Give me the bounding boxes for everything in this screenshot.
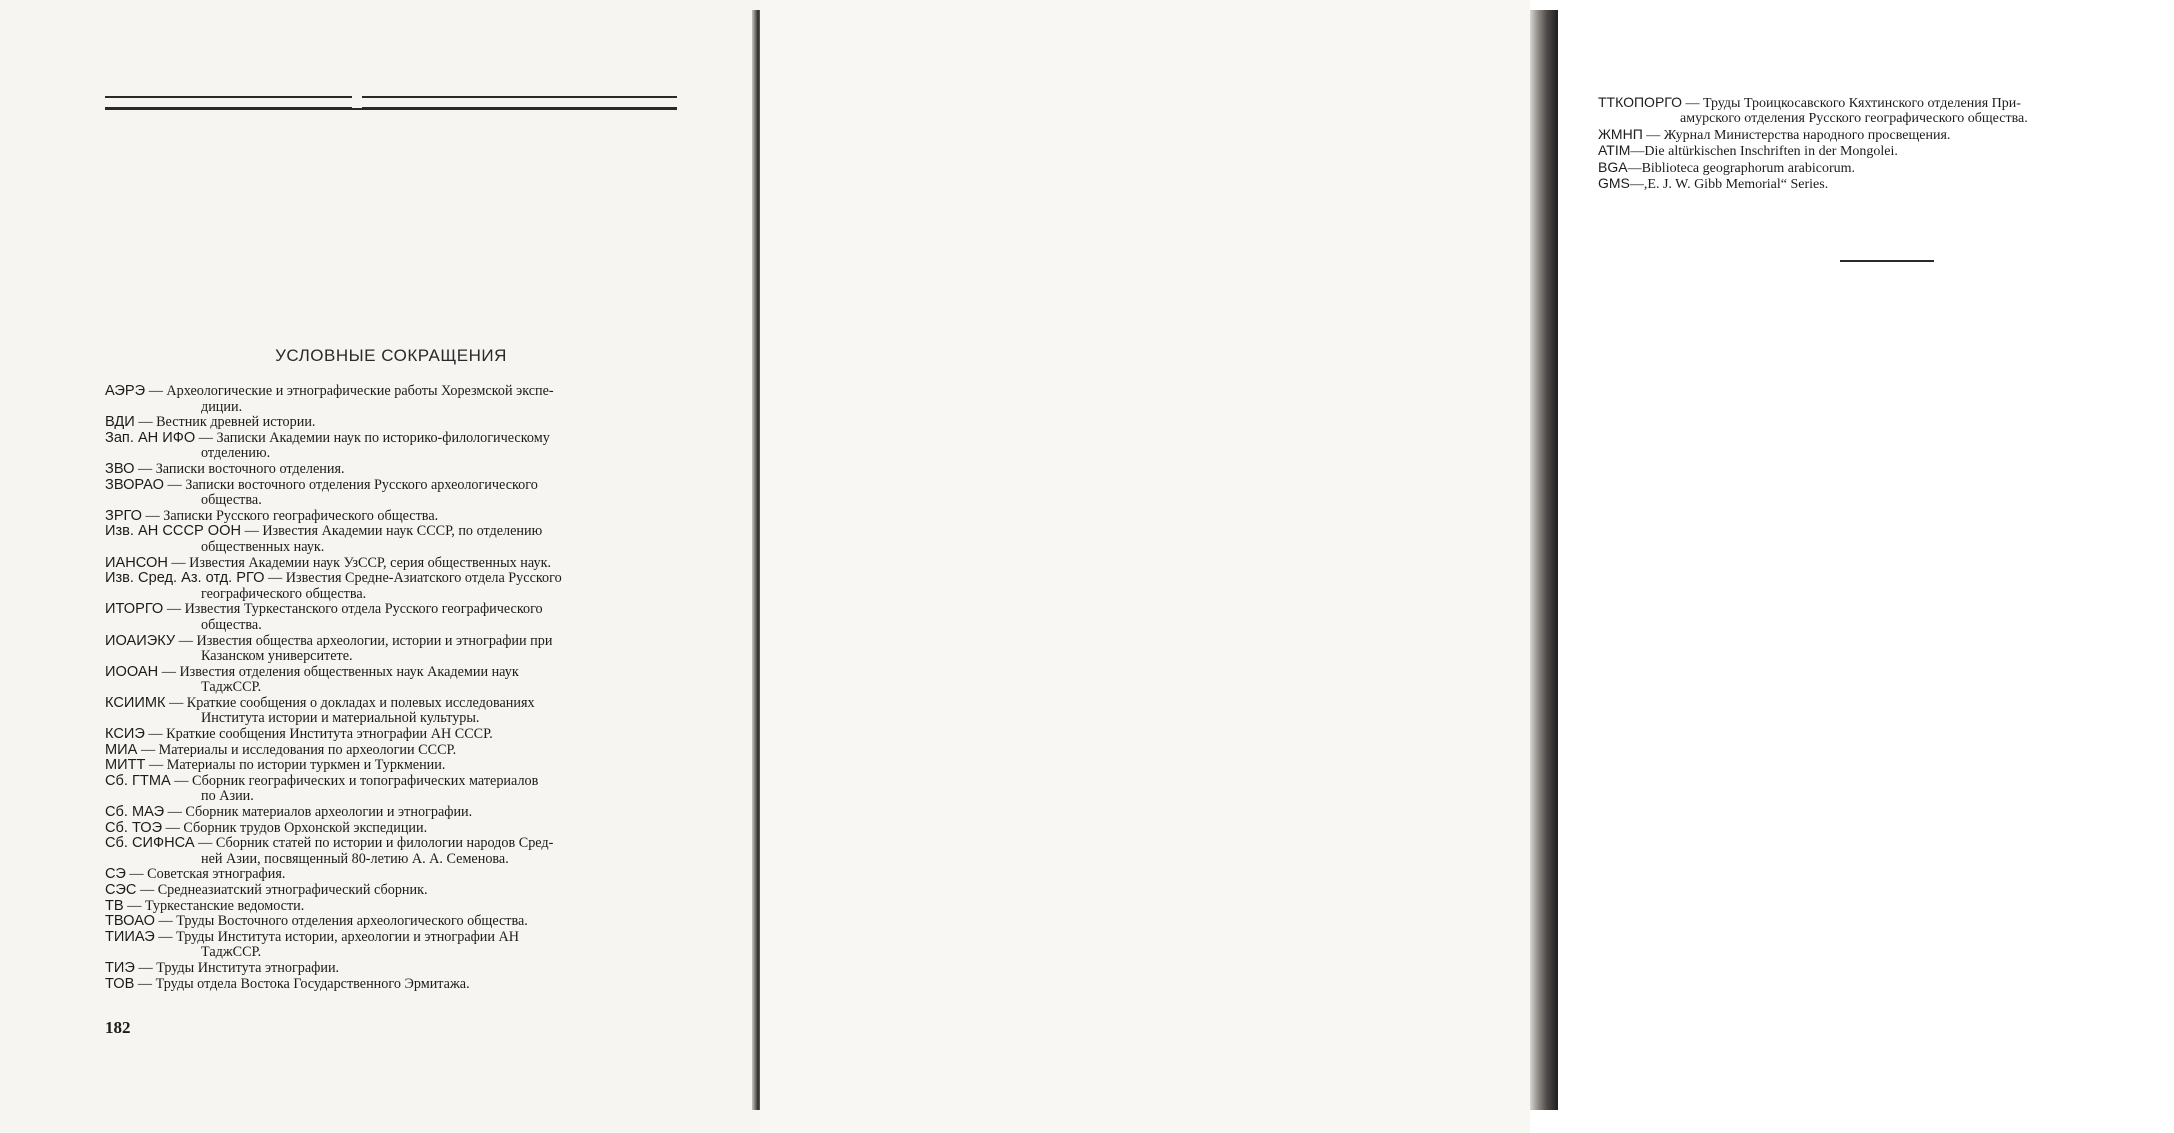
abbreviation-expansion-continued: по Азии. (201, 788, 254, 805)
abbreviation-term: Изв. Сред. Аз. отд. РГО (105, 570, 265, 587)
abbreviation-expansion: Материалы по истории туркмен и Туркмении. (166, 757, 446, 774)
abbreviation-expansion: Материалы и исследования по археологии СССР. (158, 741, 457, 758)
abbreviation-term: ВДИ (105, 414, 135, 431)
dash-separator: — (154, 928, 177, 945)
abbreviation-entry (105, 743, 677, 759)
abbreviation-expansion: Журнал Министерства народного просвещения. (1663, 127, 1951, 143)
abbreviation-term: GMS (1598, 175, 1630, 192)
page-number: 182 (105, 1018, 131, 1037)
dash-separator: — (162, 819, 184, 836)
abbreviation-term: Зап. АН ИФО (105, 429, 196, 446)
abbreviation-expansion: Записки Русского географического общества. (163, 507, 439, 524)
abbreviation-term: МИТТ (105, 757, 146, 774)
abbreviation-term: BGA (1598, 158, 1628, 175)
abbreviation-entry (105, 883, 677, 899)
abbreviation-expansion-continued: ней Азии, посвященный 80-летию А. А. Семенова. (201, 850, 509, 867)
book-edge-shadow (1530, 10, 1558, 1110)
right-page (760, 0, 2028, 1133)
abbreviation-term: ATIM (1598, 142, 1631, 159)
abbreviation-term: МИА (105, 741, 138, 758)
abbreviation-expansion: Записки Академии наук по историко-филологическому (216, 429, 550, 446)
abbreviation-entry (105, 867, 677, 883)
abbreviation-expansion: Сборник статей по истории и филологии народов Сред- (215, 835, 554, 852)
abbreviation-entry (105, 836, 677, 867)
abbreviation-expansion: Сборник географических и топографических материалов (192, 772, 539, 789)
abbreviation-expansion-continued: Казанском университете. (201, 648, 353, 665)
header-double-rule (105, 96, 677, 110)
abbreviation-entry (1598, 160, 2174, 176)
left-page (0, 0, 760, 1133)
dash-separator: — (125, 866, 148, 883)
abbreviation-expansion-continued: ТаджССР. (201, 944, 262, 961)
abbreviation-expansion: Советская этнография. (147, 866, 286, 883)
abbreviation-expansion-continued: ТаджССР. (201, 679, 262, 696)
abbreviation-term: ИОАИЭКУ (105, 632, 176, 649)
dash-separator: — (195, 429, 217, 446)
dash-separator: — (158, 663, 180, 680)
abbreviation-term: КСИЭ (105, 726, 145, 743)
dash-separator: — (164, 804, 186, 821)
abbreviation-expansion: Известия Туркестанского отдела Русского географического (184, 601, 543, 618)
abbreviation-entry (105, 478, 677, 509)
abbreviation-term: ТТКОПОРГО (1598, 94, 1682, 110)
abbreviation-expansion-continued: диции. (201, 398, 243, 415)
abbreviation-entry (105, 571, 677, 602)
abbreviation-entry (105, 899, 677, 915)
abbreviation-entry (105, 665, 677, 696)
abbreviation-entry (1598, 176, 2174, 192)
abbreviation-expansion: Труды Института этнографии. (156, 959, 340, 976)
abbreviation-expansion: Сборник трудов Орхонской экспедиции. (183, 819, 428, 836)
dash-separator: — (1630, 144, 1645, 160)
abbreviation-expansion: Сборник материалов археологии и этнографии. (185, 804, 473, 821)
dash-separator: — (134, 959, 157, 976)
abbreviation-expansion: Краткие сообщения о докладах и полевых исследованиях (186, 694, 535, 711)
abbreviation-entry (1598, 95, 2174, 127)
abbreviation-expansion: Вестник древней истории. (156, 414, 316, 431)
abbreviation-term: ТВ (105, 897, 124, 914)
abbreviation-expansion: Известия Академии наук УзССР, серия общественных наук. (189, 554, 552, 571)
dash-separator: — (264, 570, 286, 587)
abbreviation-term: ЖМНП (1598, 125, 1643, 142)
dash-separator: — (145, 757, 167, 774)
dash-separator: — (1642, 127, 1664, 143)
abbreviation-expansion-continued: общества. (201, 492, 262, 509)
abbreviation-term: Сб. МАЭ (105, 804, 165, 821)
dash-separator: — (144, 726, 167, 743)
abbreviation-expansion-continued: общества. (201, 616, 262, 633)
dash-separator: — (1627, 160, 1642, 176)
dash-separator: — (241, 523, 263, 540)
abbreviation-term: Сб. ТОЭ (105, 819, 163, 836)
abbreviation-expansion: Известия Средне-Азиатского отдела Русского (285, 570, 562, 587)
abbreviation-expansion: ,E. J. W. Gibb Memorial“ Series. (1643, 177, 1829, 193)
abbreviation-term: АЭРЭ (105, 383, 146, 399)
header-rule-gap (352, 94, 362, 108)
abbreviation-term: ЗВО (105, 460, 135, 477)
dash-separator: — (123, 897, 145, 914)
abbreviation-term: ТИИАЭ (105, 928, 155, 945)
abbreviation-entry (105, 634, 677, 665)
abbreviation-term: Изв. АН СССР ООН (105, 523, 242, 540)
abbreviation-entry (105, 602, 677, 633)
end-rule (1840, 260, 1934, 262)
abbreviation-term: ЗВОРАО (105, 476, 164, 493)
abbreviation-entry (105, 821, 677, 837)
abbreviation-entry (1598, 143, 2174, 159)
abbreviation-entry (105, 914, 677, 930)
abbreviation-entry (105, 509, 677, 525)
dash-separator: — (137, 741, 159, 758)
abbreviation-entry (105, 696, 677, 727)
abbreviation-entry (105, 727, 677, 743)
abbreviation-entry (105, 930, 677, 961)
abbreviation-expansion: Археологические и этнографические работы Хорезмской экспе- (166, 383, 554, 399)
abbreviation-term: СЭ (105, 866, 126, 883)
dash-separator: — (145, 383, 167, 399)
abbreviation-entry (105, 758, 677, 774)
abbreviation-expansion: Записки восточного отделения Русского археологического (185, 476, 538, 493)
abbreviation-term: ИООАН (105, 663, 159, 680)
abbreviation-expansion: Труды Троицкосавского Кяхтинского отделения При- (1702, 96, 2021, 111)
abbreviation-entry (105, 805, 677, 821)
dash-separator: — (170, 772, 192, 789)
dash-separator: — (1629, 177, 1644, 193)
page-title: УСЛОВНЫЕ СОКРАЩЕНИЯ (275, 346, 507, 365)
abbreviation-expansion: Biblioteca geographorum arabicorum. (1641, 160, 1856, 176)
dash-separator: — (163, 601, 185, 618)
dash-separator: — (163, 476, 186, 493)
abbreviation-entry (105, 462, 677, 478)
abbreviation-expansion: Краткие сообщения Института этнографии АН СССР. (166, 726, 493, 743)
dash-separator: — (165, 694, 187, 711)
abbreviation-expansion: Труды Восточного отделения археологического общества. (176, 913, 528, 930)
abbreviation-entry (105, 524, 677, 555)
abbreviation-entry (105, 556, 677, 572)
dash-separator: — (167, 554, 190, 571)
dash-separator: — (154, 913, 177, 930)
abbreviation-entry (105, 774, 677, 805)
abbreviation-expansion: Среднеазиатский этнографический сборник. (157, 882, 428, 898)
abbreviation-expansion-continued: общественных наук. (201, 538, 325, 555)
abbreviation-list-continued (1598, 95, 2174, 192)
dash-separator: — (134, 975, 156, 992)
abbreviation-entry (105, 384, 677, 415)
abbreviation-term: ТВОАО (105, 913, 155, 930)
dash-separator: — (1681, 96, 1703, 111)
abbreviation-expansion: Известия Академии наук СССР, по отделению (262, 523, 543, 540)
abbreviation-entry (105, 977, 677, 993)
abbreviation-expansion: Die altürkischen Inschriften in der Mongolei. (1644, 144, 1898, 160)
abbreviation-expansion: Труды Института истории, археологии и этнографии АН (176, 928, 520, 945)
abbreviation-term: СЭС (105, 882, 137, 898)
abbreviation-term: Сб. ГТМА (105, 772, 171, 789)
abbreviation-expansion: Известия общества археологии, истории и этнографии при (196, 632, 553, 649)
abbreviation-term: ИТОРГО (105, 601, 164, 618)
abbreviation-expansion-continued: географического общества. (201, 585, 367, 602)
dash-separator: — (134, 414, 157, 431)
abbreviation-entry (1598, 127, 2174, 143)
abbreviation-expansion: Труды отдела Востока Государственного Эрмитажа. (155, 975, 470, 992)
abbreviation-expansion-continued: амурского отделения Русского географического общества. (1680, 111, 2028, 127)
abbreviation-expansion: Туркестанские ведомости. (144, 897, 305, 914)
abbreviation-expansion-continued: отделению. (201, 445, 271, 462)
dash-separator: — (175, 632, 197, 649)
abbreviation-expansion-continued: Института истории и материальной культуры. (201, 710, 480, 727)
dash-separator: — (194, 835, 216, 852)
abbreviation-term: ИАНСОН (105, 554, 168, 571)
abbreviation-term: КСИИМК (105, 694, 166, 711)
abbreviation-term: ТИЭ (105, 959, 135, 976)
abbreviation-expansion: Известия отделения общественных наук Академии наук (179, 663, 519, 680)
dash-separator: — (134, 460, 156, 477)
abbreviation-entry (105, 415, 677, 431)
dash-separator: — (136, 882, 158, 898)
abbreviation-term: ТОВ (105, 975, 135, 992)
abbreviation-list (105, 384, 677, 992)
dash-separator: — (141, 507, 164, 524)
abbreviation-term: ЗРГО (105, 507, 142, 524)
abbreviation-entry (105, 431, 677, 462)
abbreviation-expansion: Записки восточного отделения. (155, 460, 345, 477)
abbreviation-entry (105, 961, 677, 977)
abbreviation-term: Сб. СИФНСА (105, 835, 195, 852)
